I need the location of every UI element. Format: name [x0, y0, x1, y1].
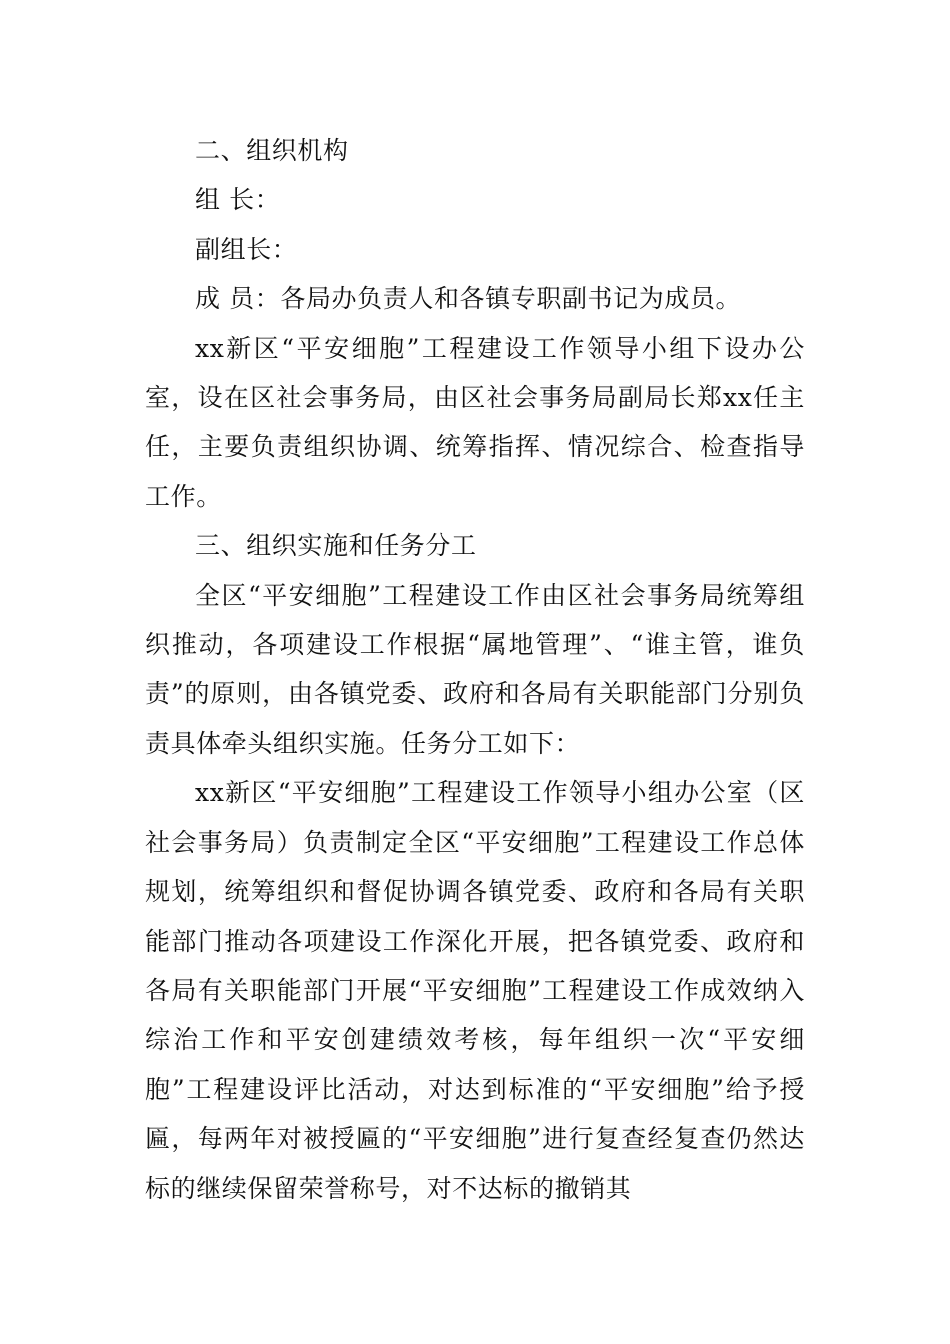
task-paragraph: xx新区“平安细胞”工程建设工作领导小组办公室（区社会事务局）负责制定全区“平安细胞”工程建设工作总体规划，统筹组织和督促协调各镇党委、政府和各局有关职能部门推动各项建设工作深化开展，把各镇党委、政府和各局有关职能部门开展“平安细胞”工程建设工作成效纳入综治工作和平安创建绩效考核，每年组织一次“平安细胞”工程建设评比活动，对达到标准的“平安细胞”给予授匾，每两年对被授匾的“平安细胞”进行复查经复查仍然达标的继续保留荣誉称号，对不达标的撤销其 [145, 778, 805, 1203]
members-line: 成 员：各局办负责人和各镇专职副书记为成员。 [195, 284, 742, 314]
document-body [145, 126, 805, 1213]
office-paragraph: xx新区“平安细胞”工程建设工作领导小组下设办公室，设在区社会事务局，由区社会事务局副局长郑xx任主任，主要负责组织协调、统筹指挥、情况综合、检查指导工作。 [145, 333, 805, 511]
deputy-leader-line: 副组长： [195, 234, 298, 264]
section-heading-implementation: 三、组织实施和任务分工 [195, 531, 477, 561]
implementation-paragraph: 全区“平安细胞”工程建设工作由区社会事务局统筹组织推动，各项建设工作根据“属地管理”、“谁主管，谁负责”的原则，由各镇党委、政府和各局有关职能部门分别负责具体牵头组织实施。任务分工如下： [145, 580, 805, 758]
leader-line: 组 长： [195, 185, 281, 215]
section-heading-organization: 二、组织机构 [195, 136, 349, 165]
